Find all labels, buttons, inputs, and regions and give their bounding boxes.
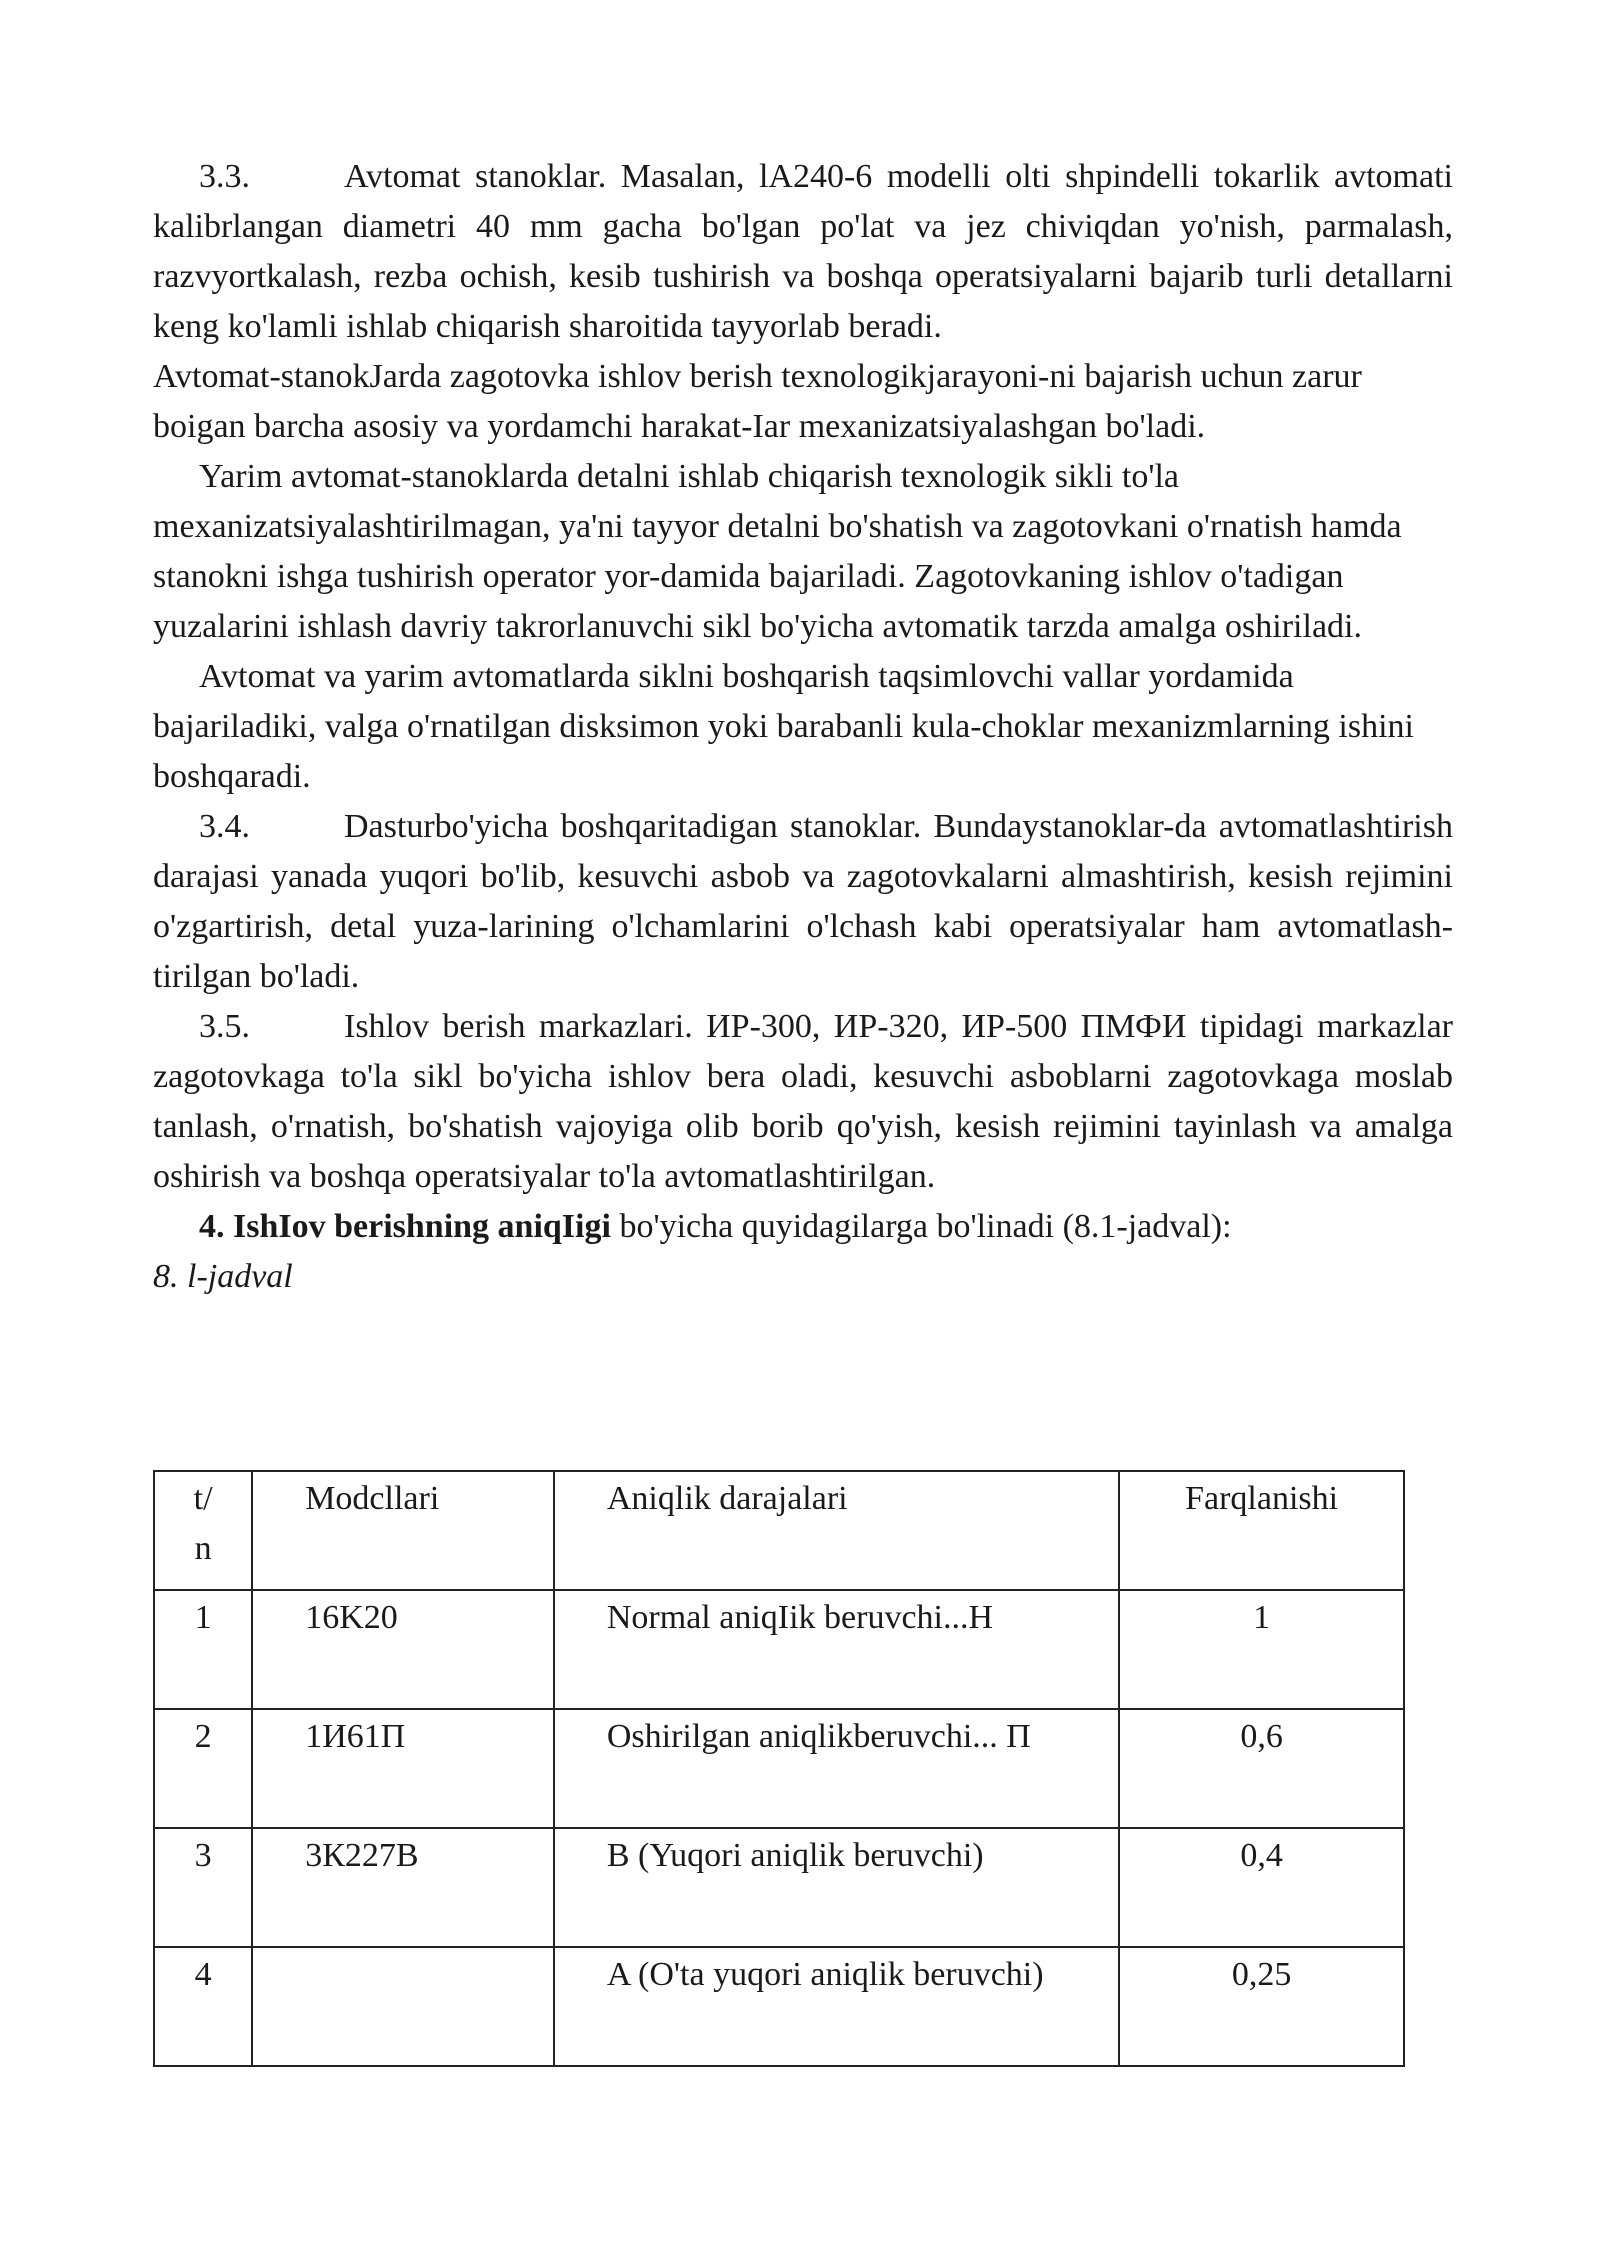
paragraph-text: Avtomat stanoklar. Masalan, lA240-6 modelli olti shpindelli tokarlik avtomati kalibrlangan diametri 40 mm gacha bo'lgan po'lat va jez chiviqdan yo'nish, parmalash, razvyortkalash, rezba ochish, kesib tushirish va boshqa operatsiyalarni bajarib turli detallarni keng ko'lamli ishlab chiqarish sharoitida tayyorlab beradi. bbox=[153, 158, 1453, 345]
section-number: 3.4. bbox=[199, 808, 250, 845]
header-cell-difference bbox=[1119, 1471, 1404, 1590]
table-header-row bbox=[154, 1471, 1404, 1590]
paragraph-avtomat-stanok: Avtomat-stanokJarda zagotovka ishlov berish texnologikjarayoni-ni bajarish uchun zarur boigan barcha asosiy va yordamchi harakat-Iar mexanizatsiyalashgan bo'ladi. bbox=[153, 358, 1362, 445]
cell-text: 1И61П bbox=[305, 1718, 406, 1755]
cell-text: Oshirilgan aniqlikberuvchi... П bbox=[606, 1718, 1031, 1755]
table-row bbox=[154, 1947, 1404, 2066]
cell-text: Normal aniqIik beruvchi...H bbox=[606, 1599, 994, 1636]
table-cell bbox=[154, 1709, 252, 1828]
cell-text: В (Yuqori aniqlik beruvchi) bbox=[606, 1837, 984, 1874]
cell-text: 3К227В bbox=[305, 1837, 419, 1874]
table-cell bbox=[554, 1590, 1119, 1709]
table-cell bbox=[252, 1828, 554, 1947]
header-text: Modcllari bbox=[305, 1480, 440, 1517]
header-text: Aniqlik darajalari bbox=[606, 1480, 848, 1517]
table-cell bbox=[252, 1947, 554, 2066]
table-caption: 8. l-jadval bbox=[153, 1258, 293, 1295]
header-cell-tn bbox=[154, 1471, 252, 1590]
cell-text: 2 bbox=[194, 1718, 212, 1755]
table-row bbox=[154, 1828, 1404, 1947]
section-number: 3.3. bbox=[199, 158, 250, 195]
paragraph-3-4 bbox=[153, 802, 1453, 1002]
cell-text: 1 bbox=[194, 1599, 212, 1636]
header-text: t/ n bbox=[193, 1480, 213, 1567]
table-cell bbox=[1119, 1590, 1404, 1709]
table-cell bbox=[154, 1947, 252, 2066]
table-cell bbox=[554, 1709, 1119, 1828]
paragraph-aniqlik bbox=[153, 1202, 1453, 1252]
paragraph-text: Ishlov berish markazlari. ИР-300, ИР-320, ИР-500 ПМФИ tipidagi markazlar zagotovkaga to'la sikl bo'yicha ishlov bera oladi, kesuvchi asboblarni zagotovkaga moslab tanlash, o'rnatish, bo'shatish vajoyiga olib borib qo'yish, kesish rejimini tayinlash va amalga oshirish va boshqa operatsiyalar to'la avtomatlashtirilgan. bbox=[153, 1008, 1453, 1195]
table-cell bbox=[1119, 1828, 1404, 1947]
cell-text: 0,25 bbox=[1231, 1956, 1292, 1993]
section-number: 3.5. bbox=[199, 1008, 250, 1045]
paragraph-3-5 bbox=[153, 1002, 1453, 1202]
table-cell bbox=[252, 1590, 554, 1709]
table-cell bbox=[154, 1828, 252, 1947]
paragraph-sikl-boshqarish: Avtomat va yarim avtomatlarda siklni boshqarish taqsimlovchi vallar yordamida bajariladiki, valga o'rnatilgan disksimon yoki barabanli kula-choklar mexanizmlarning ishini boshqaradi. bbox=[153, 658, 1414, 795]
paragraph-text: bo'yicha quyidagilarga bo'linadi (8.1-jadval): bbox=[610, 1208, 1232, 1245]
cell-text: 1 bbox=[1253, 1599, 1271, 1636]
cell-text: 16K20 bbox=[305, 1599, 398, 1636]
cell-text: 4 bbox=[194, 1956, 212, 1993]
table-cell bbox=[154, 1590, 252, 1709]
header-cell-models bbox=[252, 1471, 554, 1590]
paragraph-yarim-avtomat: Yarim avtomat-stanoklarda detalni ishlab chiqarish texnologik sikli to'la mexanizatsiyalashtirilmagan, ya'ni tayyor detalni bo'shatish va zagotovkani o'rnatish hamda stanokni ishga tushirish operator yor-damida bajariladi. Zagotovkaning ishlov o'tadigan yuzalarini ishlash davriy takrorlanuvchi sikl bo'yicha avtomatik tarzda amalga oshiriladi. bbox=[153, 458, 1402, 645]
table-row bbox=[154, 1590, 1404, 1709]
paragraph-text: Dasturbo'yicha boshqaritadigan stanoklar. Bundaystanoklar-da avtomatlashtirish darajasi yanada yuqori bo'lib, kesuvchi asbob va zagotovkalarni almashtirish, kesish rejimini o'zgartirish, detal yuza-larining o'lchamlarini o'lchash kabi operatsiyalar ham avtomatlash-tirilgan bo'ladi. bbox=[153, 808, 1453, 995]
cell-text: A (O'ta yuqori aniqlik beruvchi) bbox=[606, 1956, 1044, 1993]
table-cell bbox=[1119, 1947, 1404, 2066]
table-row bbox=[154, 1709, 1404, 1828]
cell-text: 3 bbox=[194, 1837, 212, 1874]
cell-text bbox=[305, 1948, 553, 1950]
table-cell bbox=[554, 1947, 1119, 2066]
document-body bbox=[153, 152, 1453, 1302]
table-cell bbox=[252, 1709, 554, 1828]
table-cell bbox=[554, 1828, 1119, 1947]
header-cell-accuracy bbox=[554, 1471, 1119, 1590]
cell-text: 0,6 bbox=[1240, 1718, 1283, 1755]
cell-text: 0,4 bbox=[1240, 1837, 1283, 1874]
table-cell bbox=[1119, 1709, 1404, 1828]
section-heading: 4. IshIov berishning aniqIigi bbox=[199, 1208, 611, 1245]
header-text: Farqlanishi bbox=[1185, 1480, 1339, 1517]
accuracy-table bbox=[153, 1470, 1405, 2067]
paragraph-3-3 bbox=[153, 152, 1453, 352]
